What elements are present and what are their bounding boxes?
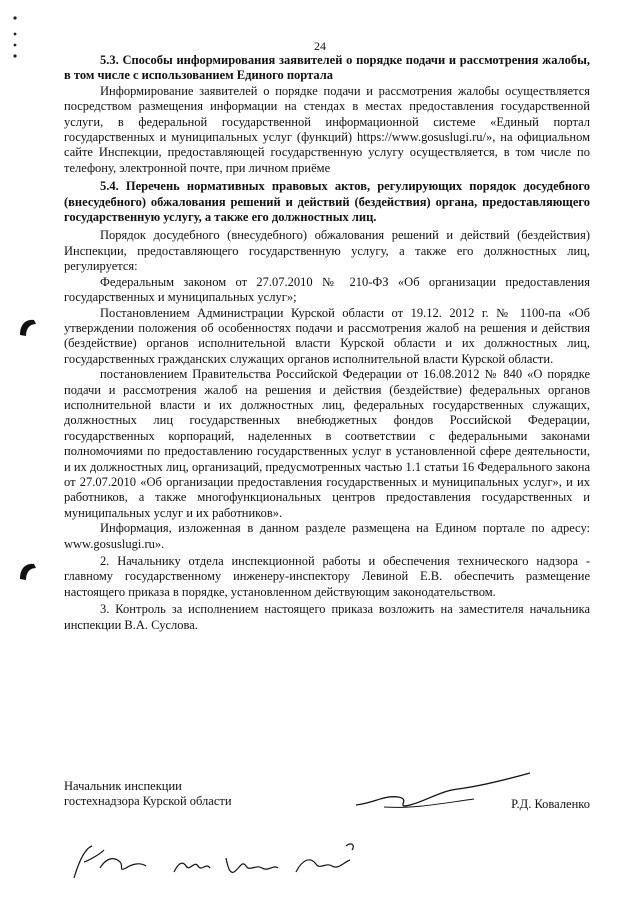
paragraph-federal-law: Федеральным законом от 27.07.2010 № 210-ФЗ «Об организации предоставления государственных и муниципальных услуг»; xyxy=(64,274,590,305)
binding-hole-mark xyxy=(18,562,38,587)
signatory-position: Начальник инспекции гостехнадзора Курской области xyxy=(64,779,232,809)
handwritten-approvals xyxy=(70,838,370,891)
handwritten-signature xyxy=(354,769,534,823)
section-heading-5-3: 5.3. Способы информирования заявителей о порядке подачи и рассмотрения жалобы, в том числе с использованием Единого портала xyxy=(64,53,590,83)
signature-block xyxy=(64,779,590,839)
paragraph-government-resolution: постановлением Правительства Российской Федерации от 16.08.2012 № 840 «О порядке подачи и рассмотрения жалоб на решения и действия (бездействие) федеральных органов исполнительной власти и их должностных лиц, федеральных государственных служащих, должностных лиц государственных внебюджетных фондов Российской Федерации, государственных корпораций, наделенных в соответствии с федеральными законами полномочиями по предоставлению государственных услуг в установленной сфере деятельности, и их должностных лиц, организаций, предусмотренных частью 1.1 статьи 16 Федерального закона от 27.07.2010 «Об организации предоставления государственных и муниципальных услуг», и их работников, а также многофункциональных центров предоставления государственных и муниципальных услуг и их работников». xyxy=(64,367,590,520)
page-number: 24 xyxy=(314,39,326,53)
section-heading-5-4: 5.4. Перечень нормативных правовых актов, регулирующих порядок досудебного (внесудебного) обжалования решений и действий (бездействия) органа, предоставляющего государственную услугу, а также его должностных лиц. xyxy=(64,179,590,225)
paragraph-item-3: 3. Контроль за исполнением настоящего приказа возложить на заместителя начальника инспекции В.А. Суслова. xyxy=(64,602,590,632)
document-body xyxy=(64,53,590,633)
paragraph-kursk-resolution: Постановлением Администрации Курской области от 19.12. 2012 г. № 1100-па «Об утверждении положения об особенностях подачи и рассмотрения жалоб на решения и действия (бездействие) органов исполнительной власти Курской области и их должностных лиц, государственных гражданских служащих органов исполнительной власти Курской области. xyxy=(64,305,590,366)
binding-hole-mark xyxy=(18,318,38,343)
paragraph-appeal-order: Порядок досудебного (внесудебного) обжалования решений и действий (бездействия) Инспекции, предоставляющего государственную услугу, а также его должностных лиц, регулируется: xyxy=(64,228,590,274)
paragraph-informing: Информирование заявителей о порядке подачи и рассмотрения жалобы осуществляется посредством размещения информации на стендах в местах предоставления государственной услуги, в федеральной государственной информационной системе «Единый портал государственных и муниципальных услуг (функций) https://www.gosuslugi.ru/», на официальном сайте Инспекции, предоставляющей государственную услугу осуществляется, в том числе по телефону, электронной почте, при личном приёме xyxy=(64,83,590,175)
signatory-name: Р.Д. Коваленко xyxy=(511,797,590,811)
paragraph-portal-info: Информация, изложенная в данном разделе размещена на Едином портале по адресу: www.gosuslugi.ru». xyxy=(64,521,590,551)
paragraph-item-2: 2. Начальнику отдела инспекционной работы и обеспечения технического надзора - главному государственному инженеру-инспектору Левиной Е.В. обеспечить размещение настоящего приказа в порядке, установленном действующим законодательством. xyxy=(64,554,590,599)
